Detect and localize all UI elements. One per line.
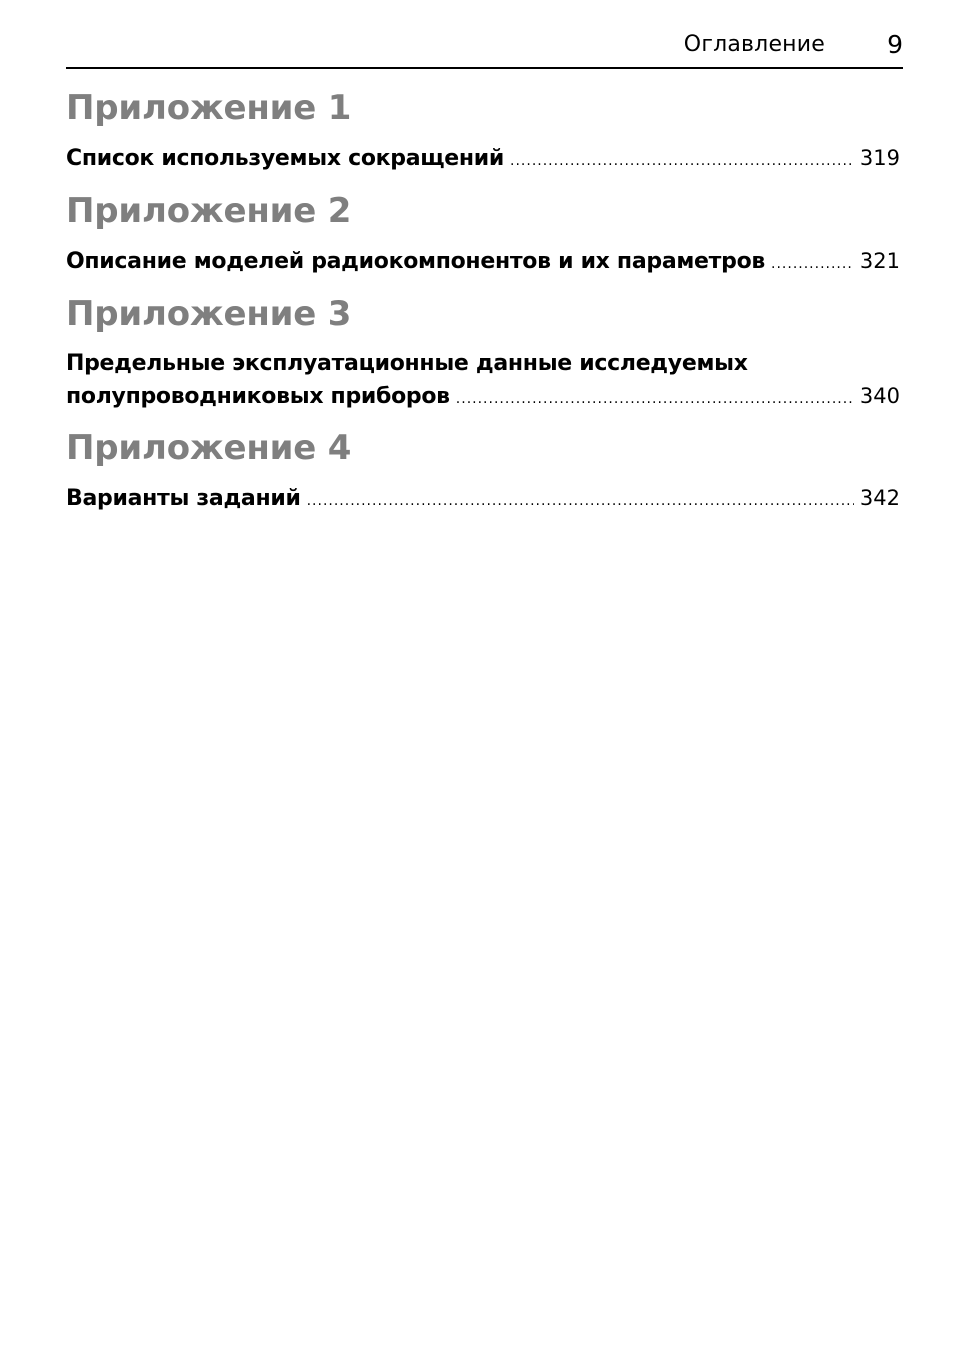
dot-leader xyxy=(307,485,854,517)
running-header-title: Оглавление xyxy=(683,32,825,57)
appendix-heading: Приложение 2 xyxy=(66,191,352,231)
toc-entry-title: Описание моделей радиокомпонентов и их параметров xyxy=(66,249,766,274)
appendix-heading: Приложение 1 xyxy=(66,88,352,128)
toc-entry-title: Список используемых сокращений xyxy=(66,146,505,171)
toc-entry[interactable] xyxy=(66,482,900,514)
toc-entry-page: 319 xyxy=(859,146,900,170)
toc-entry-title: Предельные эксплуатационные данные исследуемых xyxy=(66,351,748,376)
dot-leader xyxy=(456,383,854,415)
toc-entry[interactable] xyxy=(66,142,900,174)
toc-entry-title-continued: полупроводниковых приборов xyxy=(66,384,450,409)
dot-leader xyxy=(510,145,854,177)
toc-entry-page: 342 xyxy=(859,486,900,510)
appendix-heading: Приложение 3 xyxy=(66,294,352,334)
toc-entry-title: Варианты заданий xyxy=(66,486,301,511)
running-header xyxy=(66,28,903,69)
toc-entry[interactable] xyxy=(66,348,900,412)
appendix-heading: Приложение 4 xyxy=(66,428,352,468)
toc-entry-page: 321 xyxy=(859,249,900,273)
toc-entry[interactable] xyxy=(66,245,900,277)
page-number: 9 xyxy=(887,30,903,59)
dot-leader xyxy=(771,248,854,280)
toc-entry-page: 340 xyxy=(859,384,900,408)
